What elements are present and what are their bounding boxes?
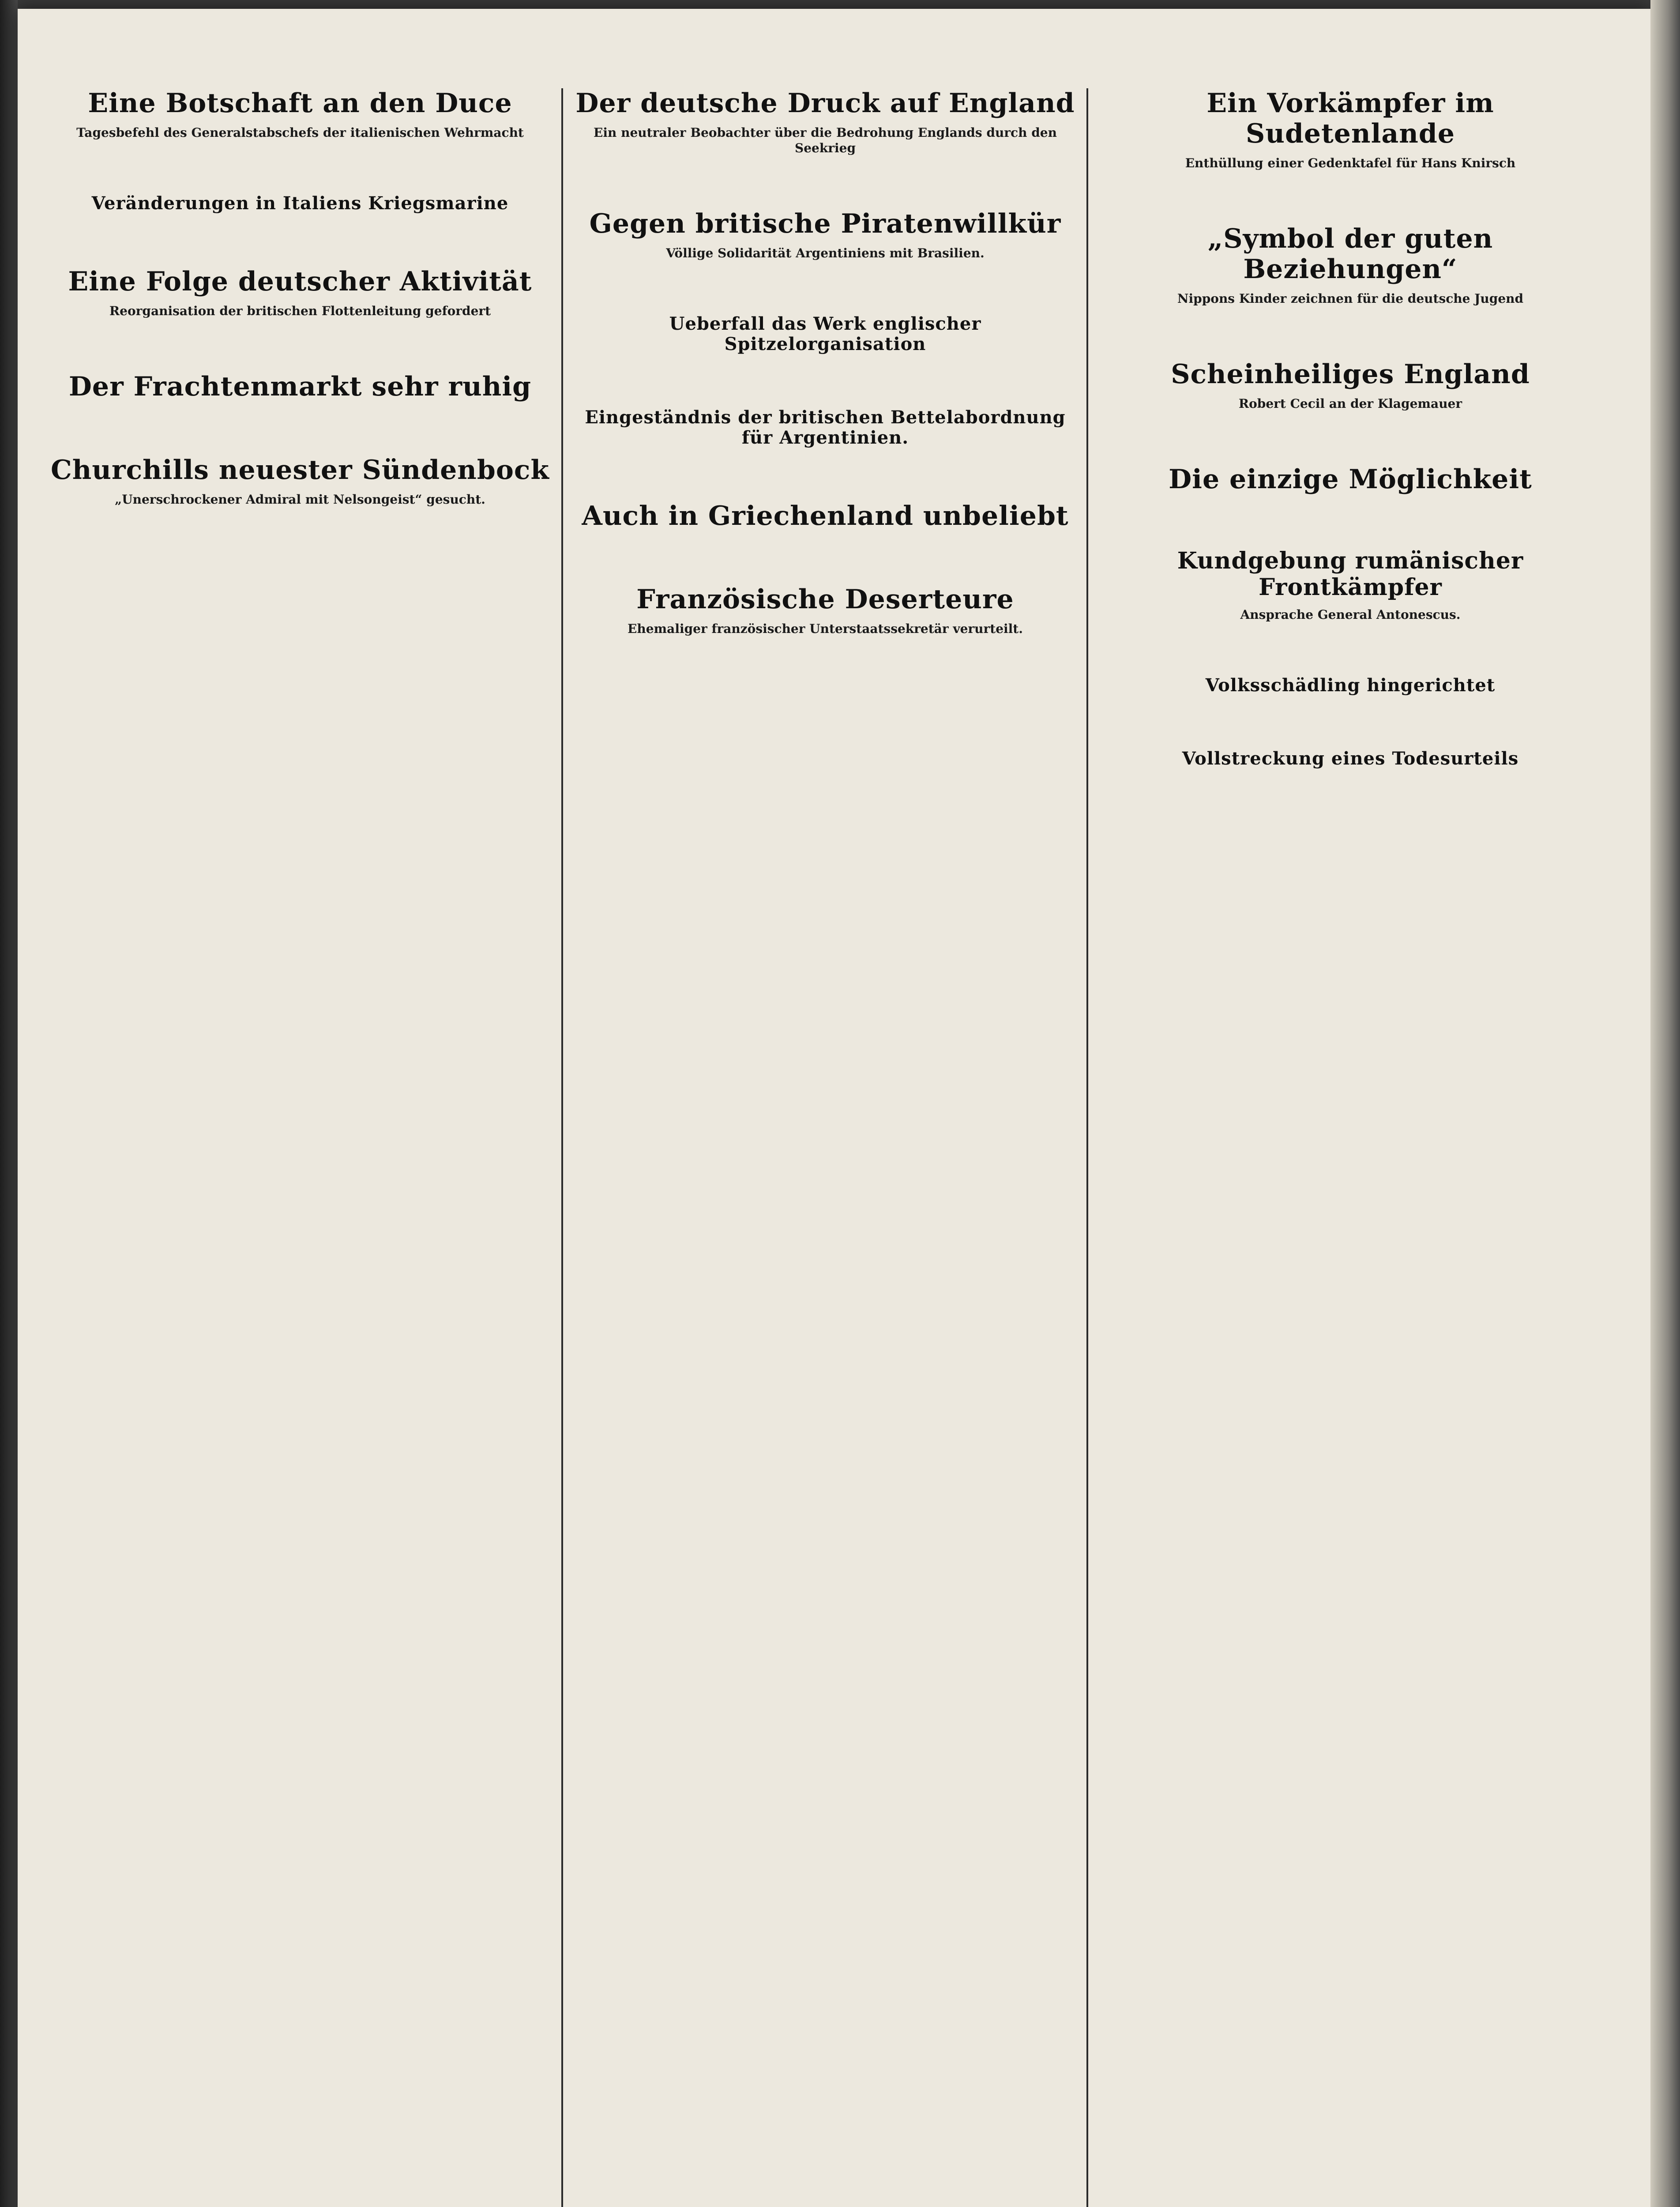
article-body <box>49 516 552 534</box>
article-headline: Gegen britische Piratenwillkür <box>589 208 1061 239</box>
article <box>49 193 552 240</box>
article <box>1099 548 1602 649</box>
article-deck: Völlige Solidarität Argentiniens mit Brasilien. <box>666 246 985 260</box>
article-deck: Ein neutraler Beobachter über die Bedrohung Englands durch den Seekrieg <box>594 125 1057 155</box>
article <box>574 209 1077 287</box>
article-body <box>574 165 1077 182</box>
article-headline: Eine Folge deutscher Aktivität <box>68 266 532 297</box>
column-3 <box>1099 88 1602 2207</box>
article-body <box>49 328 552 345</box>
article-body <box>574 540 1077 558</box>
column-2 <box>574 88 1077 2207</box>
article <box>49 372 552 429</box>
article-body <box>49 149 552 167</box>
article-headline: Scheinheiliges England <box>1171 359 1530 390</box>
article-body <box>1099 504 1602 521</box>
binding-shadow <box>0 0 18 2207</box>
article-headline: Ein Vorkämpfer im Sudetenlande <box>1206 88 1494 149</box>
article <box>1099 224 1602 333</box>
article <box>1099 675 1602 722</box>
article-headline: Kundgebung rumänischer Frontkämpfer <box>1177 547 1524 601</box>
article-deck: Tagesbefehl des Generalstabschefs der italienischen Wehrmacht <box>76 125 524 140</box>
article <box>574 407 1077 475</box>
article-headline: Eingeständnis der britischen Bettelabordnung für Argentinien. <box>585 407 1066 448</box>
article <box>574 501 1077 558</box>
article-body <box>574 363 1077 381</box>
article <box>1099 464 1602 521</box>
article-deck: „Unerschrockener Admiral mit Nelsongeist“ gesucht. <box>115 492 485 507</box>
article <box>49 88 552 167</box>
article-deck: Robert Cecil an der Klagemauer <box>1238 396 1462 411</box>
article-headline: Der Frachtenmarkt sehr ruhig <box>68 371 532 402</box>
article-headline: Der deutsche Druck auf England <box>575 88 1075 119</box>
article-body <box>574 270 1077 287</box>
article-body <box>1099 420 1602 438</box>
article-headline: Veränderungen in Italiens Kriegsmarine <box>91 193 509 214</box>
column-rule <box>561 88 563 2207</box>
article-deck: Ansprache General Antonescus. <box>1240 607 1461 622</box>
article <box>574 314 1077 381</box>
article <box>1099 749 1602 795</box>
article-body <box>574 457 1077 475</box>
article-deck: Reorganisation der britischen Flottenleitung gefordert <box>109 304 491 318</box>
article-headline: Volksschädling hingerichtet <box>1205 674 1496 696</box>
column-1 <box>49 88 552 2207</box>
article-headline: Eine Botschaft an den Duce <box>88 88 512 119</box>
article-body <box>1099 315 1602 333</box>
article-body <box>574 645 1077 663</box>
article <box>49 267 552 345</box>
article-headline: Ueberfall das Werk englischer Spitzelorganisation <box>669 313 981 354</box>
article <box>1099 88 1602 197</box>
article-headline: Vollstreckung eines Todesurteils <box>1182 748 1519 769</box>
article <box>1099 359 1602 438</box>
article <box>574 88 1077 182</box>
page-edge <box>1650 0 1680 2207</box>
article <box>49 455 552 534</box>
article-headline: Die einzige Möglichkeit <box>1169 464 1532 495</box>
article-body <box>1099 631 1602 649</box>
article-body <box>49 411 552 429</box>
article-deck: Nippons Kinder zeichnen für die deutsche Jugend <box>1177 291 1524 306</box>
article-body <box>1099 778 1602 795</box>
article <box>574 584 1077 663</box>
article-deck: Ehemaliger französischer Unterstaatssekretär verurteilt. <box>628 621 1023 636</box>
article-body <box>1099 704 1602 722</box>
article-headline: Auch in Griechenland unbeliebt <box>582 501 1069 531</box>
article-body <box>1099 180 1602 197</box>
article-headline: Churchills neuester Sündenbock <box>51 455 549 486</box>
article-headline: Französische Deserteure <box>636 584 1014 615</box>
article-body <box>49 222 552 240</box>
article-deck: Enthüllung einer Gedenktafel für Hans Knirsch <box>1185 156 1516 170</box>
column-rule <box>1086 88 1088 2207</box>
article-headline: „Symbol der guten Beziehungen“ <box>1207 223 1493 285</box>
